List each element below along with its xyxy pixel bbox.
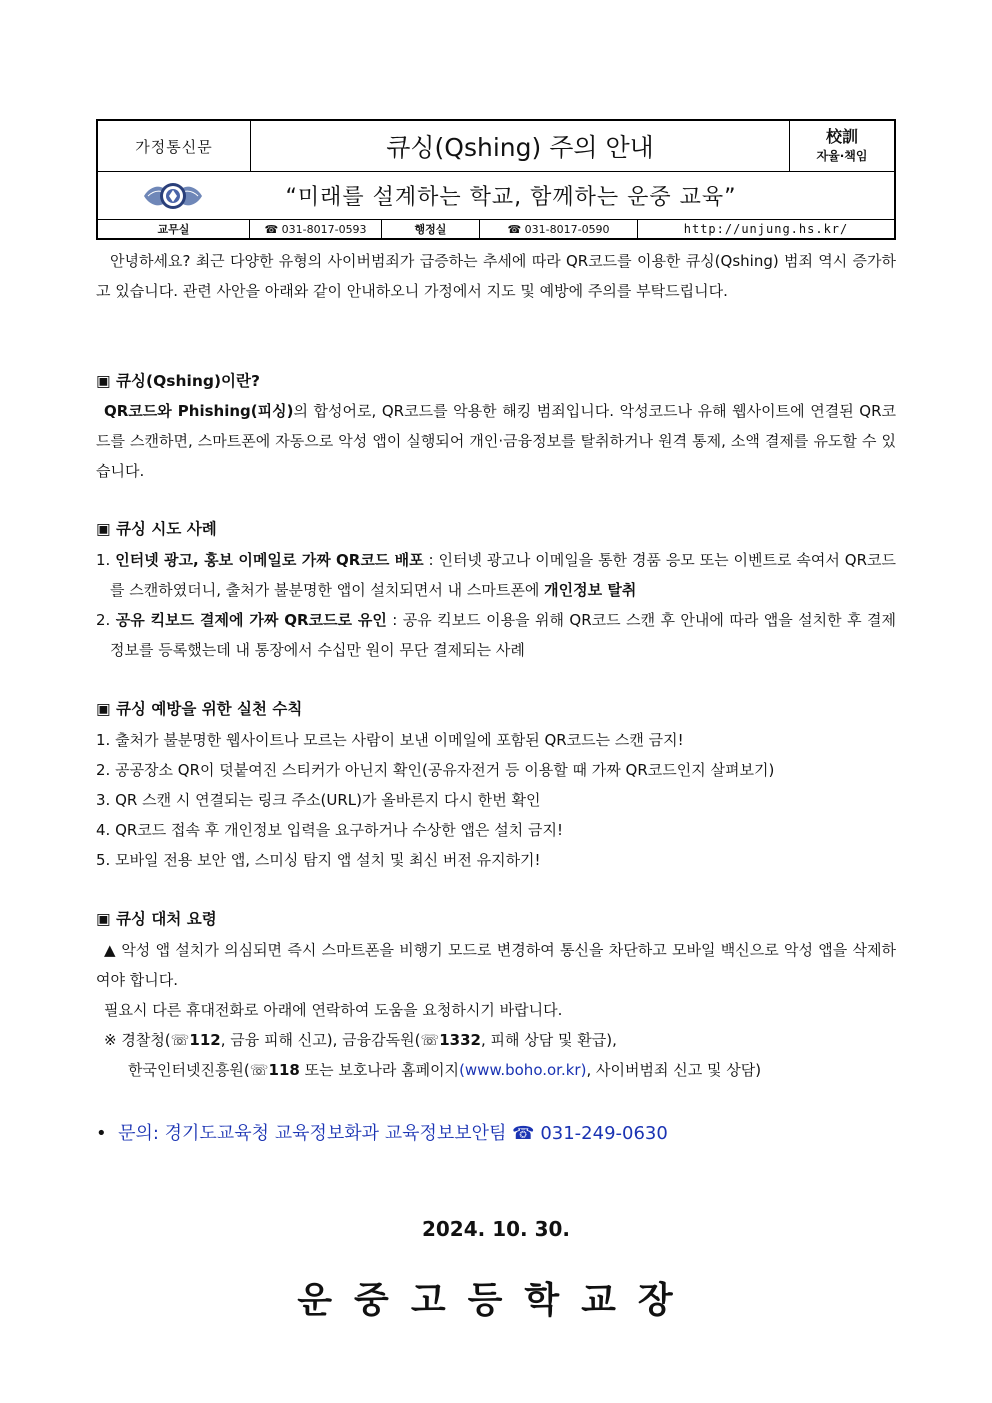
school-slogan: “미래를 설계하는 학교, 함께하는 운중 교육” bbox=[285, 185, 737, 210]
response-note-1 bbox=[96, 1029, 904, 1051]
intro-paragraph: 안녕하세요? 최근 다양한 유형의 사이버범죄가 급증하는 추세에 따라 QR코드를 이용한 큐싱(Qshing) 범죄 역시 증가하고 있습니다. 관련 사안을 아래와 같이 안내하오니 가정에서 지도 및 예방에 주의를 부탁드립니다. bbox=[96, 252, 896, 300]
note-police: ※ 경찰청(☏ bbox=[104, 1031, 190, 1049]
case-2-title: 공유 킥보드 결제에 가짜 QR코드로 유인 bbox=[115, 611, 387, 629]
response-paragraph-2: 필요시 다른 휴대전화로 아래에 연락하여 도움을 요청하시기 바랍니다. bbox=[104, 1001, 563, 1019]
prevention-item-4: 4. QR코드 접속 후 개인정보 입력을 요구하거나 수상한 앱은 설치 금지! bbox=[96, 821, 563, 839]
fss-number: 1332 bbox=[439, 1031, 481, 1049]
section-heading-cases: ▣ 큐싱 시도 사례 bbox=[96, 520, 217, 538]
principal-signature: 운중고등학교장 bbox=[297, 1280, 695, 1321]
office2-phone: ☎ 031-8017-0590 bbox=[480, 220, 638, 238]
boho-website-link[interactable]: (www.boho.or.kr) bbox=[459, 1061, 587, 1079]
office1-phone: ☎ 031-8017-0593 bbox=[250, 220, 382, 238]
case-1-title: 인터넷 광고, 홍보 이메일로 가짜 QR코드 배포 bbox=[115, 551, 424, 569]
school-motto-cell bbox=[789, 121, 894, 171]
school-motto-heading: 校訓 bbox=[825, 127, 858, 146]
case-1-emphasis: 개인정보 탈취 bbox=[544, 581, 637, 599]
note-kisa: 한국인터넷진흥원(☏ bbox=[128, 1061, 269, 1079]
response-paragraph-1: ▲ 악성 앱 설치가 의심되면 즉시 스마트폰을 비행기 모드로 변경하여 통신을 차단하고 모바일 백신으로 악성 앱을 삭제하여야 합니다. bbox=[96, 941, 896, 989]
section-heading-definition: ▣ 큐싱(Qshing)이란? bbox=[96, 372, 260, 390]
note-boho-desc: , 사이버범죄 신고 및 상담) bbox=[586, 1061, 762, 1079]
inquiry-text: 문의: 경기도교육청 교육정보화과 교육정보보안팀 ☎ 031-249-0630 bbox=[118, 1123, 668, 1144]
prevention-item-5: 5. 모바일 전용 보안 앱, 스미싱 탐지 앱 설치 및 최신 버전 유지하기! bbox=[96, 851, 541, 869]
definition-lead: QR코드와 Phishing(피싱) bbox=[104, 402, 294, 420]
response-note-2 bbox=[96, 1059, 928, 1081]
case-1-body: : 인터넷 광고나 이메일을 통한 경품 응모 또는 이벤트로 속여서 QR코드를 스캔하였더니, 출처가 불분명한 앱이 설치되면서 내 스마트폰에 bbox=[110, 551, 896, 599]
case-item-1 bbox=[96, 545, 896, 605]
letterhead-contact-row bbox=[98, 220, 894, 238]
section-heading-response: ▣ 큐싱 대처 요령 bbox=[96, 910, 217, 928]
note-boho: 또는 보호나라 홈페이지 bbox=[299, 1061, 460, 1079]
school-motto-value: 자율·책임 bbox=[816, 149, 868, 163]
bullet: • bbox=[96, 1123, 107, 1144]
kisa-number: 118 bbox=[268, 1061, 300, 1079]
case-1-number: 1. bbox=[96, 551, 111, 569]
prevention-item-1: 1. 출처가 불분명한 웹사이트나 모르는 사람이 보낸 이메일에 포함된 QR코드는 스캔 금지! bbox=[96, 731, 684, 749]
document-title: 큐싱(Qshing) 주의 안내 bbox=[386, 133, 654, 162]
document-type-label: 가정통신문 bbox=[98, 121, 251, 171]
note-fss: , 금융 피해 신고), 금융감독원(☏ bbox=[220, 1031, 440, 1049]
definition-paragraph bbox=[96, 396, 896, 486]
school-emblem-icon bbox=[140, 178, 206, 214]
case-2-number: 2. bbox=[96, 611, 111, 629]
inquiry-contact bbox=[96, 1119, 668, 1145]
prevention-item-3: 3. QR 스캔 시 연결되는 링크 주소(URL)가 올바른지 다시 한번 확인 bbox=[96, 791, 541, 809]
letterhead-title-row bbox=[98, 121, 894, 172]
note-fss-desc: , 피해 상담 및 환급), bbox=[480, 1031, 617, 1049]
police-number: 112 bbox=[189, 1031, 221, 1049]
case-2-body: : 공유 킥보드 이용을 위해 QR코드 스캔 후 안내에 따라 앱을 설치한 후 결제 정보를 등록했는데 내 통장에서 수십만 원이 무단 결제되는 사례 bbox=[110, 611, 896, 659]
definition-body: 의 합성어로, QR코드를 악용한 해킹 범죄입니다. 악성코드나 유해 웹사이트에 연결된 QR코드를 스캔하면, 스마트폰에 자동으로 악성 앱이 실행되어 개인·금융정보를 탈취하거나 원격 통제, 소액 결제를 유도할 수 있습니다. bbox=[96, 402, 896, 480]
case-item-2 bbox=[96, 605, 896, 665]
letterhead-table bbox=[96, 119, 896, 240]
section-heading-prevention: ▣ 큐싱 예방을 위한 실천 수칙 bbox=[96, 700, 303, 718]
letterhead-slogan-row bbox=[98, 172, 894, 220]
issue-date: 2024. 10. 30. bbox=[421, 1217, 571, 1241]
office1-name: 교무실 bbox=[98, 220, 250, 238]
school-website-link[interactable]: http://unjung.hs.kr/ bbox=[683, 222, 849, 236]
office2-name: 행정실 bbox=[382, 220, 480, 238]
prevention-item-2: 2. 공공장소 QR이 덧붙여진 스티커가 아닌지 확인(공유자전거 등 이용할 때 가짜 QR코드인지 살펴보기) bbox=[96, 761, 775, 779]
